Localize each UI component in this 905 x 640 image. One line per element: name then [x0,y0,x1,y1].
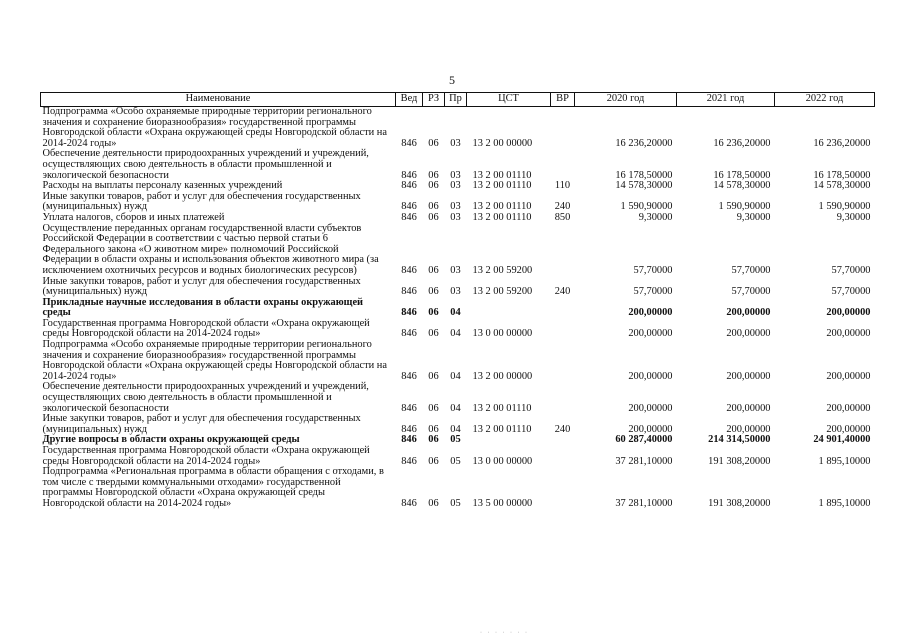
row-cst: 13 2 00 01110 [472,423,532,435]
header-pr: Пр [445,93,467,107]
row-ved: 846 [401,169,417,181]
table-row [41,298,875,319]
row-pr: 03 [450,201,461,213]
row-value-2022: 57,70000 [831,264,871,276]
row-ved: 846 [401,137,417,149]
row-value-2022: 57,70000 [831,286,871,298]
row-value-2020: 57,70000 [633,264,673,276]
row-cst: 13 2 00 00000 [472,137,533,149]
row-value-2021: 57,70000 [731,286,771,298]
page-number: 5 [449,73,455,87]
row-value-2020: 9,30000 [638,211,673,223]
row-value-2022: 200,00000 [826,423,871,435]
row-value-2020: 60 287,40000 [615,434,673,446]
row-rz: 06 [428,169,439,181]
table-row [41,149,875,181]
row-rz: 06 [428,402,439,414]
row-rz: 06 [428,455,439,467]
row-name: Другие вопросы в области охраны окружающей среды [42,434,300,446]
row-ved: 846 [401,307,417,319]
table-row [41,467,875,509]
row-vr [551,298,575,319]
row-value-2021: 191 308,20000 [708,497,771,509]
row-name: Обеспечение деятельности природоохранных учреждений и учреждений, осуществляющих свою деятельность в области промышленной и экологической безопасности [42,148,369,181]
row-cst: 13 2 00 59200 [472,264,533,276]
row-cst: 13 0 00 00000 [472,455,533,467]
row-rz: 06 [428,497,439,509]
row-value-2020: 200,00000 [628,402,673,414]
budget-table [40,92,875,510]
footer-scan-marks: · · · · · · · [480,630,529,636]
row-vr [551,107,575,150]
row-value-2021: 200,00000 [726,328,771,340]
row-ved: 846 [401,211,417,223]
row-rz: 06 [428,180,439,192]
row-pr: 05 [450,455,461,467]
row-value-2021: 16 178,50000 [713,169,771,181]
header-2021: 2021 год [677,93,775,107]
row-ved: 846 [401,180,417,192]
row-pr: 03 [450,137,461,149]
row-pr: 04 [450,370,461,382]
row-value-2021: 9,30000 [736,211,771,223]
row-pr: 04 [450,402,461,414]
row-cst: 13 0 00 00000 [472,328,533,340]
row-value-2020: 200,00000 [628,328,673,340]
row-rz: 06 [428,307,439,319]
row-cst: 13 2 00 59200 [472,286,533,298]
row-value-2022: 16 178,50000 [813,169,871,181]
table-row [41,446,875,467]
header-name: Наименование [41,93,396,107]
row-name: Государственная программа Новгородской области «Охрана окружающей среды Новгородской области на 2014-2024 годы» [42,445,370,467]
row-pr: 04 [450,423,461,435]
row-value-2020: 37 281,10000 [615,455,673,467]
row-rz: 06 [428,328,439,340]
row-value-2022: 1 590,90000 [818,201,871,213]
header-2022: 2022 год [775,93,875,107]
row-value-2022: 9,30000 [836,211,871,223]
row-pr: 04 [450,307,461,319]
row-value-2022: 200,00000 [826,307,871,319]
row-cst: 13 2 00 01110 [472,180,532,192]
row-vr [551,435,575,446]
row-value-2022: 24 901,40000 [813,434,871,446]
row-ved: 846 [401,328,417,340]
table-row [41,414,875,435]
row-value-2022: 200,00000 [826,402,871,414]
table-header-row [41,93,875,107]
row-value-2021: 200,00000 [726,370,771,382]
table-row [41,107,875,150]
table-row [41,340,875,382]
row-cst: 13 2 00 01110 [472,169,532,181]
table-row [41,382,875,414]
row-vr: 240 [554,423,571,435]
row-rz: 06 [428,264,439,276]
row-value-2021: 200,00000 [726,423,771,435]
row-rz: 06 [428,211,439,223]
table-row [41,224,875,277]
row-value-2022: 200,00000 [826,328,871,340]
row-rz: 06 [428,434,439,446]
row-vr [551,446,575,467]
table-row [41,277,875,298]
row-vr: 240 [554,201,571,213]
row-name: Прикладные научные исследования в области охраны окружающей среды [42,296,364,319]
row-cst: 13 2 00 00000 [472,370,533,382]
row-name: Иные закупки товаров, работ и услуг для обеспечения государственных (муниципальных) нужд [42,413,361,435]
row-pr: 03 [450,264,461,276]
row-value-2021: 1 590,90000 [718,201,771,213]
row-ved: 846 [401,455,417,467]
row-value-2021: 16 236,20000 [713,137,771,149]
row-ved: 846 [401,286,417,298]
row-rz: 06 [428,286,439,298]
row-pr: 05 [450,497,461,509]
row-value-2020: 200,00000 [628,423,673,435]
row-cst [467,298,551,319]
row-value-2022: 14 578,30000 [813,180,871,192]
row-vr: 110 [554,180,571,192]
row-value-2020: 200,00000 [628,307,673,319]
row-value-2020: 16 236,20000 [615,137,673,149]
row-ved: 846 [401,264,417,276]
row-ved: 846 [401,370,417,382]
row-value-2020: 1 590,90000 [620,201,673,213]
row-name: Подпрограмма «Особо охраняемые природные территории регионального значения и сохранение биоразнообразия» государственной программы Новгородской области «Охрана окружающей среды Новгородской области на 2014-2024 годы» [42,106,387,149]
row-rz: 06 [428,137,439,149]
table-row [41,192,875,213]
row-vr [551,467,575,509]
row-vr: 240 [554,286,571,298]
header-cst: ЦСТ [467,93,551,107]
row-vr [551,319,575,340]
row-pr: 03 [450,211,461,223]
row-cst [467,435,551,446]
row-name: Осуществление переданных органам государственной власти субъектов Российской Федерации в соответствии с частью первой статьи 6 Федерального закона «О животном мире» полномочий Российской Федерации в области охраны и использования объектов животного мира (за исключением охотничьих ресурсов и водных биологических ресурсов) [42,222,379,276]
row-value-2021: 191 308,20000 [708,455,771,467]
row-value-2021: 200,00000 [726,307,771,319]
row-pr: 03 [450,286,461,298]
row-name: Подпрограмма «Особо охраняемые природные территории регионального значения и сохранение биоразнообразия» государственной программы Новгородской области «Охрана окружающей среды Новгородской области на 2014-2024 годы» [42,339,387,382]
row-value-2022: 1 895,10000 [818,497,871,509]
header-2020: 2020 год [575,93,677,107]
row-rz: 06 [428,370,439,382]
table-row [41,319,875,340]
table-body [41,107,875,510]
row-vr [551,224,575,277]
row-pr: 05 [450,434,461,446]
row-rz: 06 [428,423,439,435]
row-value-2021: 214 314,50000 [708,434,771,446]
row-vr [551,382,575,414]
row-name: Государственная программа Новгородской области «Охрана окружающей среды Новгородской области на 2014-2024 годы» [42,317,370,340]
row-cst: 13 5 00 00000 [472,497,533,509]
row-value-2022: 200,00000 [826,370,871,382]
row-name: Расходы на выплаты персоналу казенных учреждений [42,180,283,192]
row-cst: 13 2 00 01110 [472,402,532,414]
row-ved: 846 [401,201,417,213]
row-rz: 06 [428,201,439,213]
row-pr: 03 [450,180,461,192]
row-value-2020: 57,70000 [633,286,673,298]
row-value-2021: 57,70000 [731,264,771,276]
header-ved: Вед [396,93,423,107]
row-name: Обеспечение деятельности природоохранных учреждений и учреждений, осуществляющих свою деятельность в области промышленной и экологической безопасности [42,381,369,414]
row-ved: 846 [401,434,417,446]
row-name: Уплата налогов, сборов и иных платежей [42,211,225,223]
row-name: Иные закупки товаров, работ и услуг для обеспечения государственных (муниципальных) нужд [42,275,361,298]
row-ved: 846 [401,423,417,435]
row-value-2021: 200,00000 [726,402,771,414]
row-value-2021: 14 578,30000 [713,180,771,192]
row-value-2020: 37 281,10000 [615,497,673,509]
row-pr: 04 [450,328,461,340]
row-vr [551,149,575,181]
row-vr [551,340,575,382]
row-value-2022: 16 236,20000 [813,137,871,149]
row-vr: 850 [554,211,571,223]
row-value-2020: 14 578,30000 [615,180,673,192]
row-cst: 13 2 00 01110 [472,201,532,213]
row-name: Иные закупки товаров, работ и услуг для обеспечения государственных (муниципальных) нужд [42,190,361,213]
header-vr: ВР [551,93,575,107]
row-value-2022: 1 895,10000 [818,455,871,467]
row-ved: 846 [401,402,417,414]
row-cst: 13 2 00 01110 [472,211,532,223]
row-value-2020: 200,00000 [628,370,673,382]
table-row [41,213,875,224]
header-rz: РЗ [423,93,445,107]
row-value-2020: 16 178,50000 [615,169,673,181]
row-ved: 846 [401,497,417,509]
row-name: Подпрограмма «Региональная программа в области обращения с отходами, в том числе с твердыми коммунальными отходами» государственной программы Новгородской области «Охрана окружающей среды Новгородской области на 2014-2024 годы» [42,466,384,509]
row-pr: 03 [450,169,461,181]
